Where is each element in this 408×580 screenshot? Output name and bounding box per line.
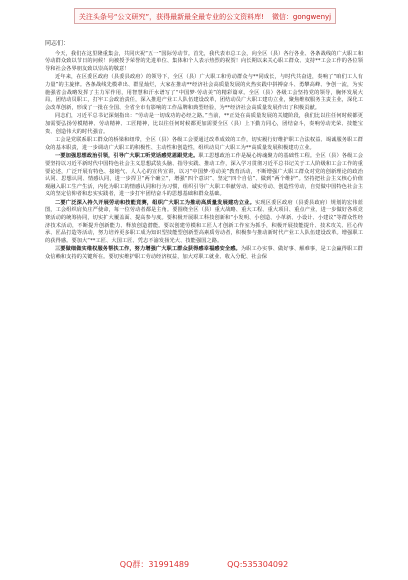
paragraph-1-text: 今天，我们在这里隆重集会，共同庆祝“五一”国际劳动节。首先，我代表市总工会，向全区（县）各行各业、各条战线的广大职工和劳动群众致以节日的问候！向被授予荣誉的先进单位、集体和个人表示热烈的祝贺！向长期以来关心职工群众、支持**工会工作的各位领导和社会各界朋友致以崇高的敬意！ — [45, 50, 363, 72]
paragraph-6 — [45, 200, 363, 246]
footer-qq: QQ:535304092 — [227, 560, 289, 569]
paragraph-7-heading: 三要做细做实维权服务帮扶工作，努力增强广大职工群众获得感幸福感安全感。 — [55, 246, 241, 253]
paragraph-3 — [45, 113, 363, 136]
paragraph-5-text: 职工思想政治工作是凝心铸魂聚力的基础性工程。全区（县）各级工会要坚持以习近平新时代中国特色社会主义思想武装头脑、指导实践、推动工作，深入学习贯彻习近平总书记关于工人阶级和工会工作的重要论述，广泛开展有特色、接地气、人人心的宣传宣讲，以习“中国梦·劳动美”教育活动，不断增强广大职工群众对党的创新理论的政治认同、思想认同、情感认同，进一步捍卫“两个确立”，增强“四个意识”、坚定“四个自信”、做到“两个维护”。坚持把社会主义核心价值观融入职工生产生活，内化为职工的情感认同和行为习惯，组织引导广大职工奉献劳动、诚实劳动、创造性劳动，自觉做中国特色社会主义的坚定信仰者和忠实实践者，进一步打牢团结奋斗的思想基础和群众基础。 — [45, 153, 363, 198]
paragraph-4-text: 工会是党联系职工群众的桥梁和纽带，全区（县）各级工会要通过改革成效的工作，切实履行好维护职工合法权益、竭诚服务职工群众的基本职责，进一步调动广大职工的积极性、主动性和创造性，组织动员广大职工为**高质量发展积极建功立业。 — [45, 137, 363, 151]
document-page — [45, 40, 363, 548]
footer-contact — [0, 558, 408, 572]
paragraph-7-text: 为职工办实事、做好事、解难事，是工会赢得职工群众信赖和支持的关键所在。要切实维护职工劳动经济权益，加大对职工就业、收入分配、社会保 — [45, 246, 363, 261]
banner-wechat-text: 微信：gongwenyj — [271, 13, 332, 21]
paragraph-2 — [45, 74, 363, 112]
paragraph-6-heading: 二要广泛深入持久开展劳动和技能竞赛，组织广大职工为推动高质量发展建功立业。 — [55, 199, 255, 206]
paragraph-5 — [45, 153, 363, 199]
banner-promo-text: 关注头条号“公文研究”，获得最新最全最专业的公文资料库! — [78, 13, 264, 21]
paragraph-7 — [45, 246, 363, 261]
paragraph-5-heading: 一要加强思想政治引领，引导广大职工听党话感党恩跟党走。 — [55, 153, 199, 160]
paragraph-4 — [45, 137, 363, 152]
promo-banner — [74, 8, 336, 24]
paragraph-3-text: 同志们，习近平总书记深刻指出：“劳动是一切成功的必经之路。”当前，**正处在高质量发展的关键阶段，我们比以往任何时候都更加需要弘扬劳模精神、劳动精神、工匠精神，比以往任何时候都更加需要全区（县）上下勤力同心，团结奋斗，奏响劳动光荣、技能宝贵、创造伟大的时代强音。 — [45, 113, 363, 135]
footer-qq-group: QQ群：31991489 — [119, 560, 190, 569]
paragraph-6-text: 实现区委区政府（县委县政府）规划的宏伟蓝图，工会组织肩负庄严使命，每一位劳动者都是主角。要围绕全区（县）重大战略、重大工程、重大项目、重点产业，进一步做好各项竞赛活动的统筹协同，切实扩大覆盖面、提高参与度。要积极开展职工科技创新和“小发明、小创造、小革新、小设计、小建议”等群众性经济技术活动，不断提升创新能力、释放创造潜能。要以创建劳模和工匠人才创新工作室为抓手，积极开展技能提升、技术攻关、匠心传承、匠品打造等活动，努力培养更多职工成为知识型技能型创新型高素质劳动者，积极参与推动新时代产业工人队伍建设改革。增强职工的获得感。要加大“**工匠、大国工匠、凭志不渝发扬光大、技能强国之路。 — [45, 199, 363, 244]
salutation: 同志们： — [45, 40, 70, 47]
paragraph-1 — [45, 51, 363, 74]
paragraph-2-text: 近年来，在区委区政府（县委县政府）的领导下，全区（县）广大职工和劳动群众与**同成长，与时代共奋进，奏响了“咱们工人有力量”的主旋律。各条战线先模辈出、群星灿烂，大家在推动**经济社会高质量发展的火热实践中拼搏奋斗、勇攀高峰、争创一流，为实施强省会战略发挥了主力军作用，用智慧和汗水谱写了“中国梦·劳动美”的精彩篇章。全区（县）各级工会坚持党的领导，胸怀发展大局，团结动员职工，打牢工会政治责任，深入推进产业工人队伍建设改革，团结动员广大职工建功立业，聚焦维权服务主责主业，深化工会改革创新，形成了一批在全国、全省全市有影响的工作品牌和典型经验，为**经济社会高质量发展作出了积极贡献。 — [45, 74, 363, 111]
